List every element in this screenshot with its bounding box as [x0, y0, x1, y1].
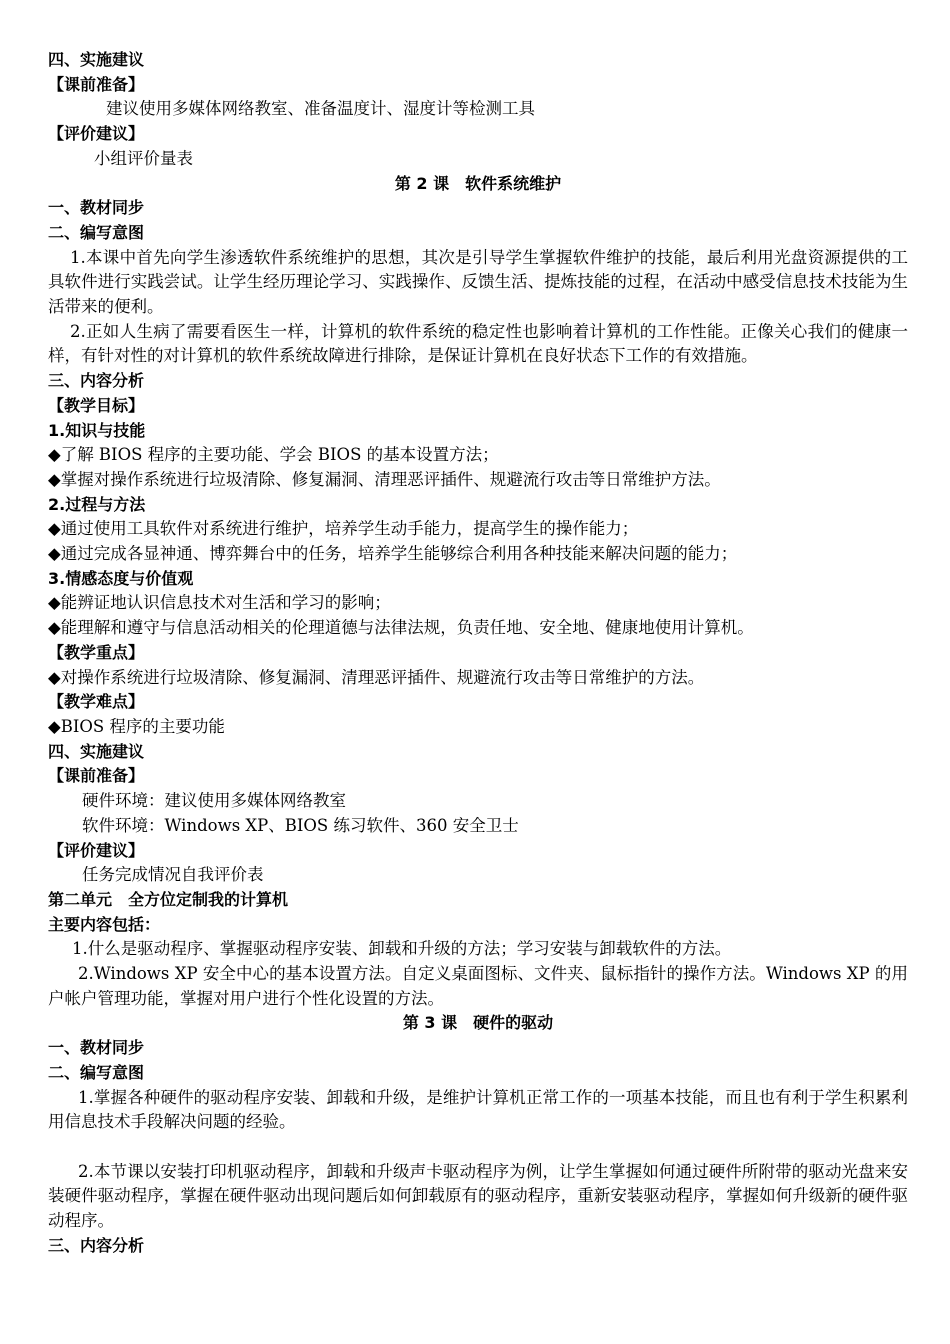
key-tag: 【教学重点】 — [48, 642, 145, 662]
goal-subtitle: 1.知识与技能 — [48, 420, 146, 440]
paragraph: 1.本课中首先向学生渗透软件系统维护的思想，其次是引导学生掌握软件维护的技能，最后利用光盘资源提供的工具软件进行实践尝试。让学生经历理论学习、实践操作、反馈生活、提炼技能的过程，在活动中感受信息技术技能为生活带来的便利。 — [48, 247, 908, 317]
goal-subtitle: 3.情感态度与价值观 — [48, 568, 194, 588]
section-heading: 二、编写意图 — [48, 1062, 145, 1082]
section-heading: 四、实施建议 — [48, 50, 145, 69]
bullet-item: ◆通过使用工具软件对系统进行维护，培养学生动手能力，提高学生的操作能力； — [48, 519, 639, 539]
bullet-item: ◆了解 BIOS 程序的主要功能、学会 BIOS 的基本设置方法； — [48, 445, 499, 465]
bullet-item: ◆能辨证地认识信息技术对生活和学习的影响； — [48, 593, 391, 613]
lesson-title: 第 3 课 硬件的驱动 — [402, 1013, 554, 1033]
document-page — [48, 48, 908, 1258]
difficulty-tag: 【教学难点】 — [48, 692, 145, 712]
unit-title: 第二单元 全方位定制我的计算机 — [48, 889, 289, 909]
section-heading: 二、编写意图 — [48, 222, 145, 242]
prep-text: 建议使用多媒体网络教室、准备温度计、湿度计等检测工具 — [106, 99, 535, 119]
eval-tag: 【评价建议】 — [48, 124, 145, 144]
paragraph: 1.什么是驱动程序、掌握驱动程序安装、卸载和升级的方法；学习安装与卸载软件的方法。 — [72, 939, 732, 959]
bullet-item: ◆通过完成各显神通、博弈舞台中的任务，培养学生能够综合利用各种技能来解决问题的能力； — [48, 544, 738, 564]
goal-subtitle: 2.过程与方法 — [48, 494, 146, 514]
section-heading: 一、教材同步 — [48, 198, 145, 218]
paragraph: 2.Windows XP 安全中心的基本设置方法。自定义桌面图标、文件夹、鼠标指针的操作方法。Windows XP 的用户帐户管理功能，掌握对用户进行个性化设置的方法。 — [48, 964, 908, 1008]
prep-hardware: 硬件环境：建议使用多媒体网络教室 — [82, 791, 346, 811]
prep-tag: 【课前准备】 — [48, 74, 145, 94]
unit-main-label: 主要内容包括： — [48, 914, 161, 934]
section-heading: 三、内容分析 — [48, 371, 145, 391]
paragraph: 1.掌握各种硬件的驱动程序安装、卸载和升级，是维护计算机正常工作的一项基本技能，而且也有利于学生积累利用信息技术手段解决问题的经验。 — [48, 1087, 908, 1132]
eval-text: 任务完成情况自我评价表 — [82, 865, 264, 885]
bullet-item: ◆掌握对操作系统进行垃圾清除、修复漏洞、清理恶评插件、规避流行攻击等日常维护方法。 — [48, 469, 721, 489]
bullet-item: ◆对操作系统进行垃圾清除、修复漏洞、清理恶评插件、规避流行攻击等日常维护的方法。 — [48, 667, 705, 687]
paragraph: 2.正如人生病了需要看医生一样，计算机的软件系统的稳定性也影响着计算机的工作性能。正像关心我们的健康一样，有针对性的对计算机的软件系统故障进行排除，是保证计算机在良好状态下工作的有效措施。 — [48, 321, 908, 366]
eval-tag: 【评价建议】 — [48, 840, 145, 860]
prep-software: 软件环境：Windows XP、BIOS 练习软件、360 安全卫士 — [82, 815, 519, 835]
paragraph: 2.本节课以安装打印机驱动程序，卸载和升级声卡驱动程序为例，让学生掌握如何通过硬件所附带的驱动光盘来安装硬件驱动程序，掌握在硬件驱动出现问题后如何卸载原有的驱动程序，重新安装驱动程序，掌握如何升级新的硬件驱动程序。 — [48, 1161, 908, 1231]
section-heading: 一、教材同步 — [48, 1038, 145, 1058]
section-heading: 三、内容分析 — [48, 1235, 145, 1255]
prep-tag: 【课前准备】 — [48, 766, 145, 786]
bullet-item: ◆BIOS 程序的主要功能 — [48, 716, 225, 736]
blank-line — [48, 1135, 908, 1160]
section-heading: 四、实施建议 — [48, 741, 145, 761]
lesson-title: 第 2 课 软件系统维护 — [394, 173, 562, 193]
goal-tag: 【教学目标】 — [48, 395, 145, 415]
bullet-item: ◆能理解和遵守与信息活动相关的伦理道德与法律法规，负责任地、安全地、健康地使用计算机。 — [48, 618, 754, 638]
eval-text: 小组评价量表 — [94, 148, 193, 168]
